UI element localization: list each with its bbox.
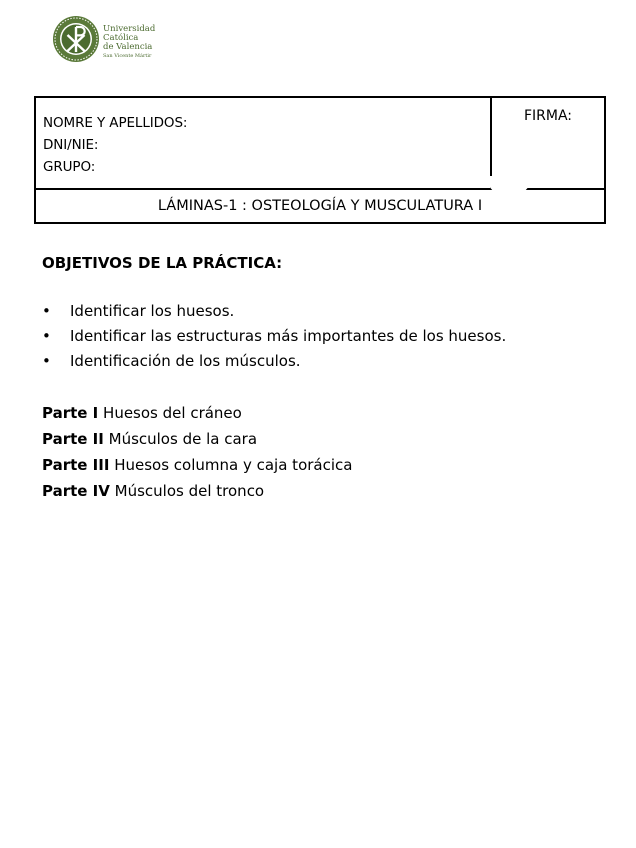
list-item	[42, 454, 352, 480]
part-text: Huesos del cráneo	[103, 404, 242, 422]
logo-line-4: San Vicente Mártir	[103, 53, 152, 59]
part-label: Parte IV	[42, 482, 110, 500]
signature-label: FIRMA:	[523, 108, 573, 124]
objective-text: Identificación de los músculos.	[70, 352, 301, 370]
bullet-icon: •	[42, 302, 51, 320]
name-label: NOMRE Y APELLIDOS:	[43, 115, 188, 131]
objectives-heading: OBJETIVOS DE LA PRÁCTICA:	[42, 254, 283, 272]
list-item	[42, 480, 352, 506]
student-info-cell	[36, 98, 492, 190]
part-text: Músculos del tronco	[114, 482, 265, 500]
logo-line-1: Universidad	[103, 24, 156, 34]
logo-line-3: de Valencia	[103, 42, 153, 52]
bullet-icon: •	[42, 327, 51, 345]
bullet-icon: •	[42, 352, 51, 370]
objective-text: Identificar los huesos.	[70, 302, 235, 320]
list-item	[42, 428, 352, 454]
dni-label: DNI/NIE:	[43, 137, 99, 153]
part-text: Huesos columna y caja torácica	[114, 456, 353, 474]
university-name	[103, 25, 155, 60]
logo-line-2: Católica	[103, 33, 139, 43]
objective-text: Identificar las estructuras más importantes de los huesos.	[70, 327, 507, 345]
part-text: Músculos de la cara	[108, 430, 258, 448]
practice-title: LÁMINAS-1 : OSTEOLOGÍA Y MUSCULATURA I	[157, 198, 483, 214]
parts-list	[42, 402, 352, 506]
student-info-box	[34, 96, 606, 224]
group-label: GRUPO:	[43, 159, 96, 175]
list-item	[42, 402, 352, 428]
university-seal-icon	[52, 15, 100, 63]
university-logo	[52, 15, 162, 67]
part-label: Parte III	[42, 456, 110, 474]
part-label: Parte II	[42, 430, 104, 448]
part-label: Parte I	[42, 404, 99, 422]
